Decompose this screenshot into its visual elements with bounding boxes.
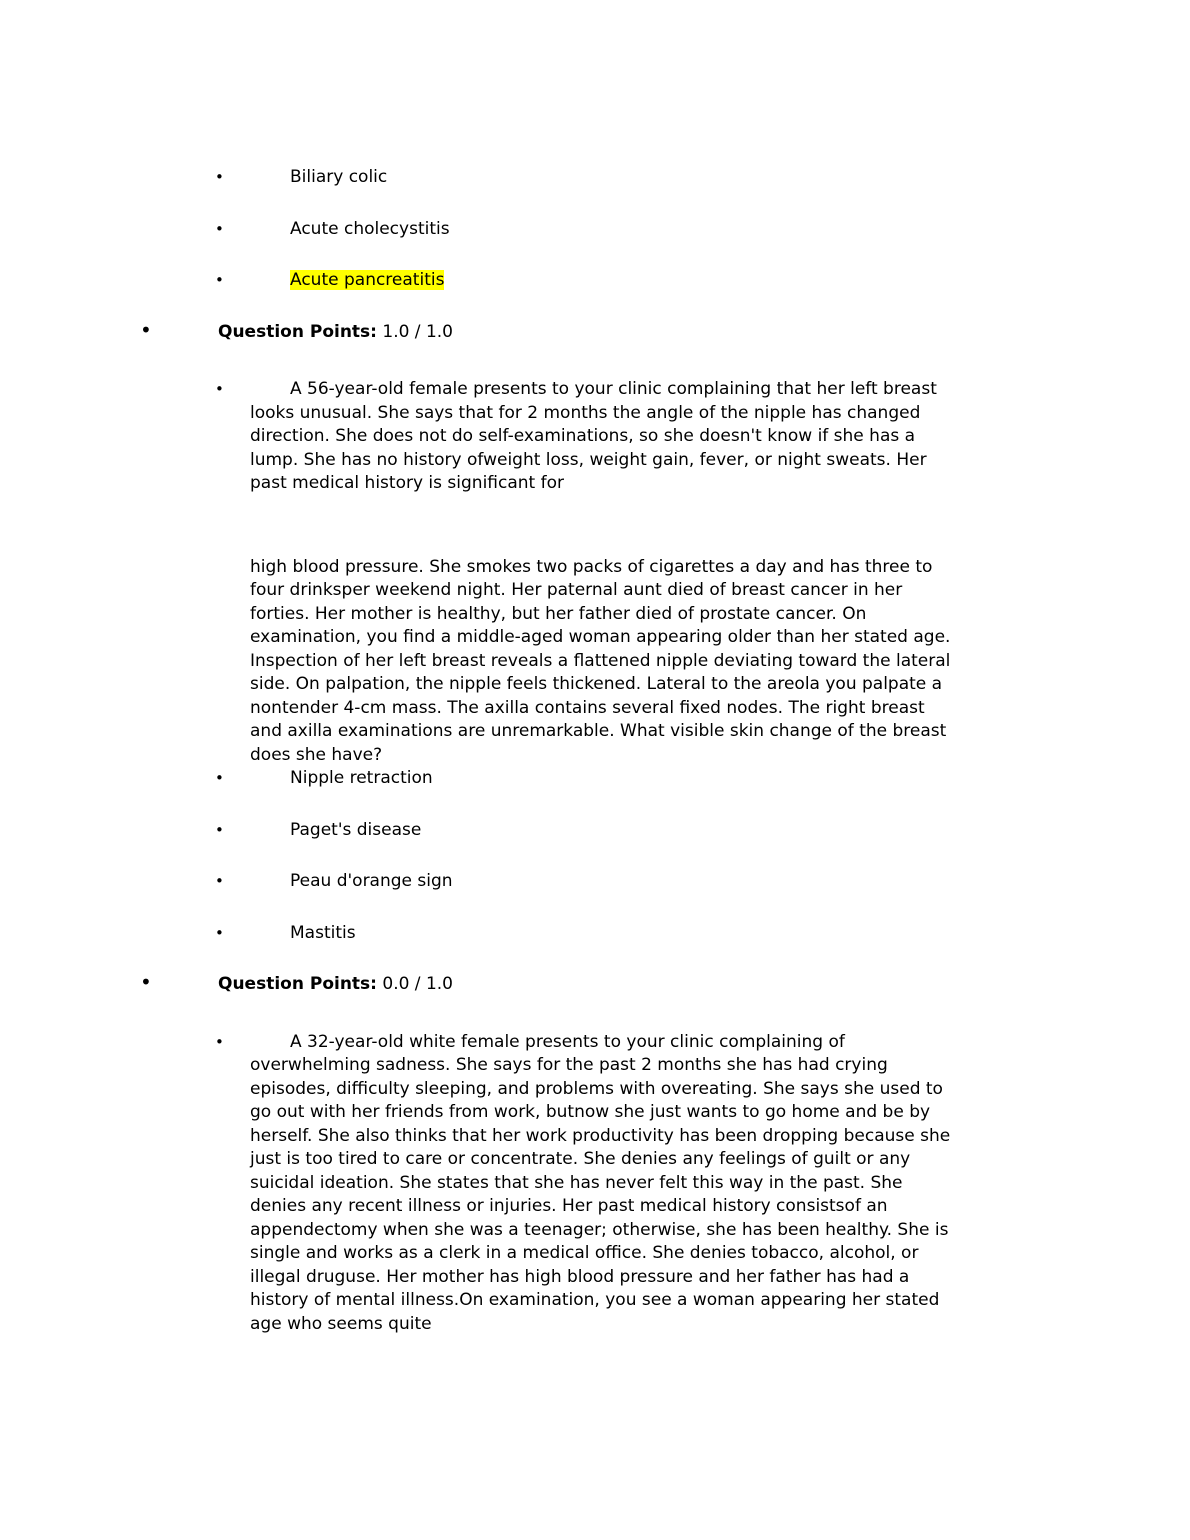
option-text: Paget's disease [290, 819, 422, 840]
bullet-icon: • [215, 168, 224, 186]
question-stem [215, 1031, 962, 1337]
answer-option [215, 819, 1070, 843]
bullet-icon: • [215, 820, 224, 839]
bullet-icon: • [215, 1032, 224, 1051]
highlighted-answer-text: Acute pancreatitis [290, 270, 445, 290]
points-label: Question Points: [218, 974, 377, 994]
bullet-icon: • [140, 317, 152, 342]
option-text: Nipple retraction [290, 768, 433, 788]
answer-option [215, 218, 1070, 242]
bullet-icon: • [215, 271, 224, 289]
question-points [140, 317, 1190, 345]
option-text: Acute cholecystitis [290, 218, 450, 239]
points-value: 0.0 / 1.0 [376, 974, 453, 994]
bullet-icon: • [215, 219, 224, 238]
answer-option [215, 269, 1070, 293]
answer-option [215, 870, 1070, 894]
option-text: Mastitis [290, 922, 356, 943]
answer-option [215, 767, 1070, 791]
question-points [140, 970, 1190, 997]
bullet-icon: • [215, 380, 224, 398]
question-text: A 56-year-old female presents to your clinic complaining that her left breast looks unusual. She says that for 2 months the angle of the nipple has changed direction. She does not do self-examinations, so she doesn't know if she has a lump. She has no history ofweight loss, weight gain, fever, or night sweats. Her past medical history is significant for [250, 379, 937, 493]
points-label: Question Points: [218, 321, 377, 342]
answer-option [215, 166, 1070, 190]
question-stem [215, 378, 962, 496]
bullet-icon: • [215, 872, 224, 890]
question-continuation: high blood pressure. She smokes two packs of cigarettes a day and has three to four drinksper weekend night. Her paternal aunt died of breast cancer in her forties. Her mother is healthy, but her father died of prostate cancer. On examination, you find a middle-aged woman appearing older than her stated age. Inspection of her left breast reveals a flattened nipple deviating toward the lateral side. On palpation, the nipple feels thickened. Lateral to the areola you palpate a nontender 4-cm mass. The axilla contains several fixed nodes. The right breast and axilla examinations are unremarkable. What visible skin change of the breast does she have? [250, 556, 951, 765]
points-value: 1.0 / 1.0 [376, 321, 453, 342]
bullet-icon: • [215, 769, 224, 787]
option-text: Peau d'orange sign [290, 871, 453, 891]
question-text: A 32-year-old white female presents to your clinic complaining of overwhelming sadness. She says for the past 2 months she has had crying episodes, difficulty sleeping, and problems with overeating. She says she used to go out with her friends from work, butnow she just wants to go home and be by herself. She also thinks that her work productivity has been dropping because she just is too tired to care or concentrate. She denies any feelings of guilt or any suicidal ideation. She states that she has never felt this way in the past. She denies any recent illness or injuries. Her past medical history consistsof an appendectomy when she was a teenager; otherwise, she has been healthy. She is single and works as a clerk in a medical office. She denies tobacco, alcohol, or illegal druguse. Her mother has high blood pressure and her father has had a history of mental illness.On examination, you see a woman appearing her stated age who seems quite [250, 1031, 951, 1334]
bullet-icon: • [140, 970, 152, 994]
bullet-icon: • [215, 923, 224, 942]
option-text: Biliary colic [290, 167, 388, 187]
answer-option [215, 922, 1070, 946]
